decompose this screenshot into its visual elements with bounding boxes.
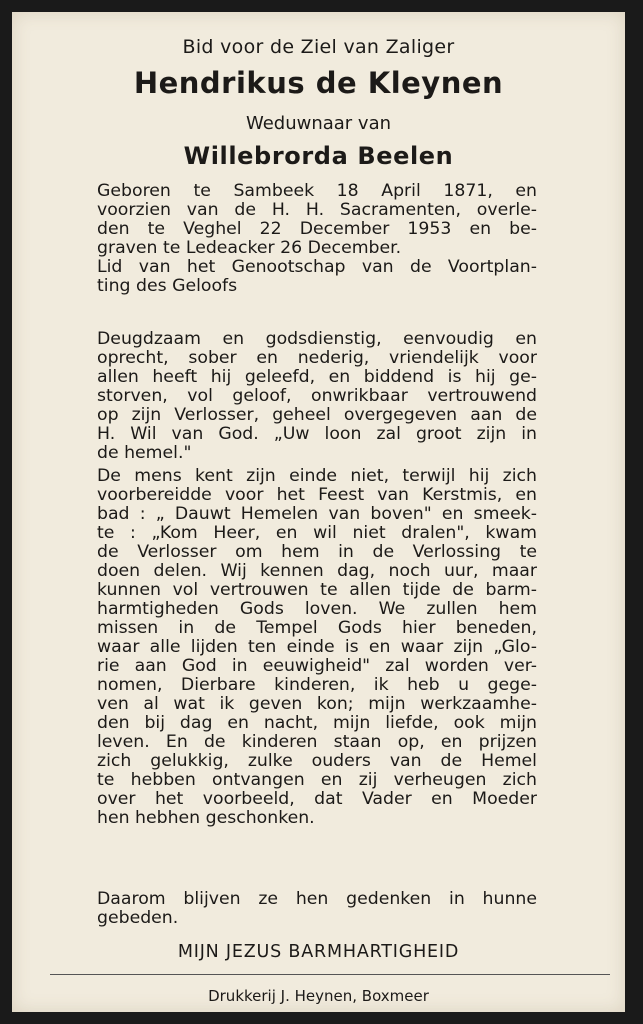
- text-line: den bij dag en nacht, mijn liefde, ook mijn: [97, 713, 537, 733]
- text-line: voorzien van de H. H. Sacramenten, overle-: [97, 200, 537, 220]
- memorial-card: [12, 12, 625, 1012]
- text-line: ting des Geloofs: [97, 276, 238, 296]
- text-line: de hemel.": [97, 443, 192, 463]
- text-line: harmtigheden Gods loven. We zullen hem: [97, 599, 537, 619]
- text-line: waar alle lijden ten einde is en waar zijn „Glo-: [97, 637, 537, 657]
- text-line: te : „Kom Heer, en wil niet dralen", kwam: [97, 523, 537, 543]
- text-line: H. Wil van God. „Uw loon zal groot zijn in: [97, 424, 537, 444]
- text-line: ven al wat ik geven kon; mijn werkzaamhe-: [97, 694, 537, 714]
- text-line: over het voorbeeld, dat Vader en Moeder: [97, 789, 537, 809]
- text-line: op zijn Verlosser, geheel overgegeven aan de: [97, 405, 537, 425]
- spouse-name: Willebrorda Beelen: [183, 142, 454, 170]
- text-line: oprecht, sober en nederig, vriendelijk voor: [97, 348, 537, 368]
- text-line: Daarom blijven ze hen gedenken in hunne: [97, 889, 537, 909]
- text-line: Geboren te Sambeek 18 April 1871, en: [97, 181, 537, 201]
- text-line: doen delen. Wij kennen dag, noch uur, maar: [97, 561, 537, 581]
- divider: [50, 974, 610, 975]
- text-line: kunnen vol vertrouwen te allen tijde de barm-: [97, 580, 537, 600]
- text-line: hen hebhen geschonken.: [97, 808, 315, 828]
- text-line: rie aan God in eeuwigheid" zal worden ver-: [97, 656, 537, 676]
- text-line: te hebben ontvangen en zij verheugen zich: [97, 770, 537, 790]
- text-line: De mens kent zijn einde niet, terwijl hij zich: [97, 466, 537, 486]
- motto: MIJN JEZUS BARMHARTIGHEID: [177, 942, 460, 962]
- text-line: Lid van het Genootschap van de Voortplan-: [97, 257, 537, 277]
- text-line: missen in de Tempel Gods hier beneden,: [97, 618, 537, 638]
- biography-paragraph: [97, 182, 537, 296]
- text-line: de Verlosser om hem in de Verlossing te: [97, 542, 537, 562]
- widower-label: Weduwnaar van: [245, 113, 392, 134]
- text-line: bad : „ Dauwt Hemelen van boven" en smeek-: [97, 504, 537, 524]
- text-line: voorbereidde voor het Feest van Kerstmis, en: [97, 485, 537, 505]
- reflection-paragraph: [97, 467, 537, 828]
- text-line: nomen, Dierbare kinderen, ik heb u gege-: [97, 675, 537, 695]
- text-line: gebeden.: [97, 908, 179, 928]
- closing-paragraph: [97, 890, 537, 928]
- text-line: den te Veghel 22 December 1953 en be-: [97, 219, 537, 239]
- character-paragraph: [97, 330, 537, 463]
- printer-credit: Drukkerij J. Heynen, Boxmeer: [208, 987, 429, 1005]
- text-line: storven, vol geloof, onwrikbaar vertrouwend: [97, 386, 537, 406]
- text-line: Deugdzaam en godsdienstig, eenvoudig en: [97, 329, 537, 349]
- deceased-name: Hendrikus de Kleynen: [133, 66, 504, 100]
- text-line: graven te Ledeacker 26 December.: [97, 238, 402, 258]
- text-line: allen heeft hij geleefd, en biddend is hij ge-: [97, 367, 537, 387]
- text-line: zich gelukkig, zulke ouders van de Hemel: [97, 751, 537, 771]
- prayer-intro: Bid voor de Ziel van Zaliger: [182, 36, 455, 58]
- text-line: leven. En de kinderen staan op, en prijzen: [97, 732, 537, 752]
